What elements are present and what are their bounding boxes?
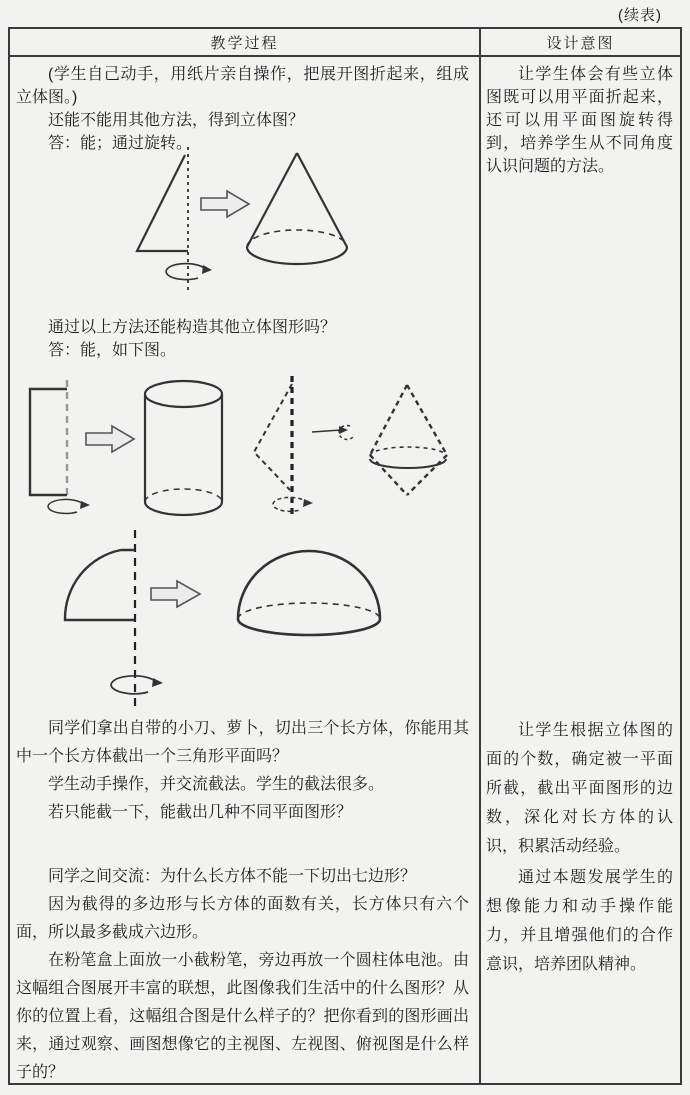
transform-arrow-icon [151,581,200,607]
paragraph: 同学们拿出自带的小刀、萝卜，切出三个长方体，你能用其中一个长方体截出一个三角形平面吗？ [16,720,469,765]
rotate-arrow-icon [48,499,90,513]
rotate-arrow-icon [166,264,212,280]
paragraph: 答：能，如下图。 [48,342,177,359]
paragraph: 还能不能用其他方法，得到立体图？ [48,112,305,129]
paragraph: 因为截得的多边形与长方体的面数有关，长方体只有六个面，所以最多截成六边形。 [16,896,469,941]
right-triangle-shape [137,155,188,251]
cylinder-shape [145,381,222,515]
text-group-discussion [10,863,479,1087]
diagram-rectangle-cylinder-triangle-bicone [10,372,479,527]
design-intent-cell [479,57,680,1083]
paragraph: 学生动手操作，并交流截法。学生的截法很多。 [48,776,385,793]
paragraph: 同学之间交流：为什么长方体不能一下切出七边形？ [48,868,417,885]
text-group-cutting [10,715,479,827]
hemisphere-shape [238,551,380,635]
table-header-row [10,29,680,57]
transform-arrow-icon [86,426,134,452]
lesson-plan-table [8,27,682,1085]
text-group-intro [10,63,479,155]
quarter-disc-shape [65,550,135,620]
paragraph: 让学生体会有些立体图既可以用平面折起来，还可以用平面图旋转得到，培养学生从不同角度认识问题的方法。 [486,66,673,175]
dashed-triangle-shape [254,384,292,490]
paragraph: 在粉笔盒上面放一小截粉笔，旁边再放一个圆柱体电池。由这幅组合图展开丰富的联想，此图像我们生活中的什么图形？从你的位置上看，这幅组合图是什么样子的？把你看到的图形画出来，通过观察、画图想像它的主视图、左视图、俯视图是什么样子的？ [16,952,469,1081]
diagram-triangle-to-cone [10,143,479,303]
intent-block-1 [481,63,680,178]
table-body [10,57,680,1083]
diagram-quarter-disc-to-hemisphere [10,530,479,712]
teaching-process-cell [10,57,479,1083]
header-teaching-process: 教学过程 [210,34,279,52]
paragraph: 通过本题发展学生的想像能力和动手操作能力，并且增强他们的合作意识，培养团队精神。 [486,869,673,973]
transform-arrow-icon [312,425,353,439]
paragraph: 通过以上方法还能构造其他立体图形吗？ [48,319,337,336]
intent-block-2 [481,716,680,861]
paragraph: (学生自己动手，用纸片亲自操作，把展开图折起来，组成立体图。) [16,66,469,106]
header-design-intent: 设计意图 [479,29,680,55]
paragraph: 让学生根据立体图的面的个数，确定被一平面所截，截出平面图形的边数，深化对长方体的认识，积累活动经验。 [486,722,673,855]
continued-table-label: (续表) [618,7,662,24]
intent-block-3 [481,863,680,979]
text-group-question2 [10,316,479,362]
rotate-arrow-icon [111,676,163,694]
paragraph: 若只能截一下，能截出几种不同平面图形？ [48,804,353,821]
rectangle-shape [30,389,67,495]
transform-arrow-icon [201,191,249,217]
bicone-shape [370,385,447,495]
cone-shape [247,153,347,264]
paragraph: 答：能；通过旋转。 [48,135,193,152]
